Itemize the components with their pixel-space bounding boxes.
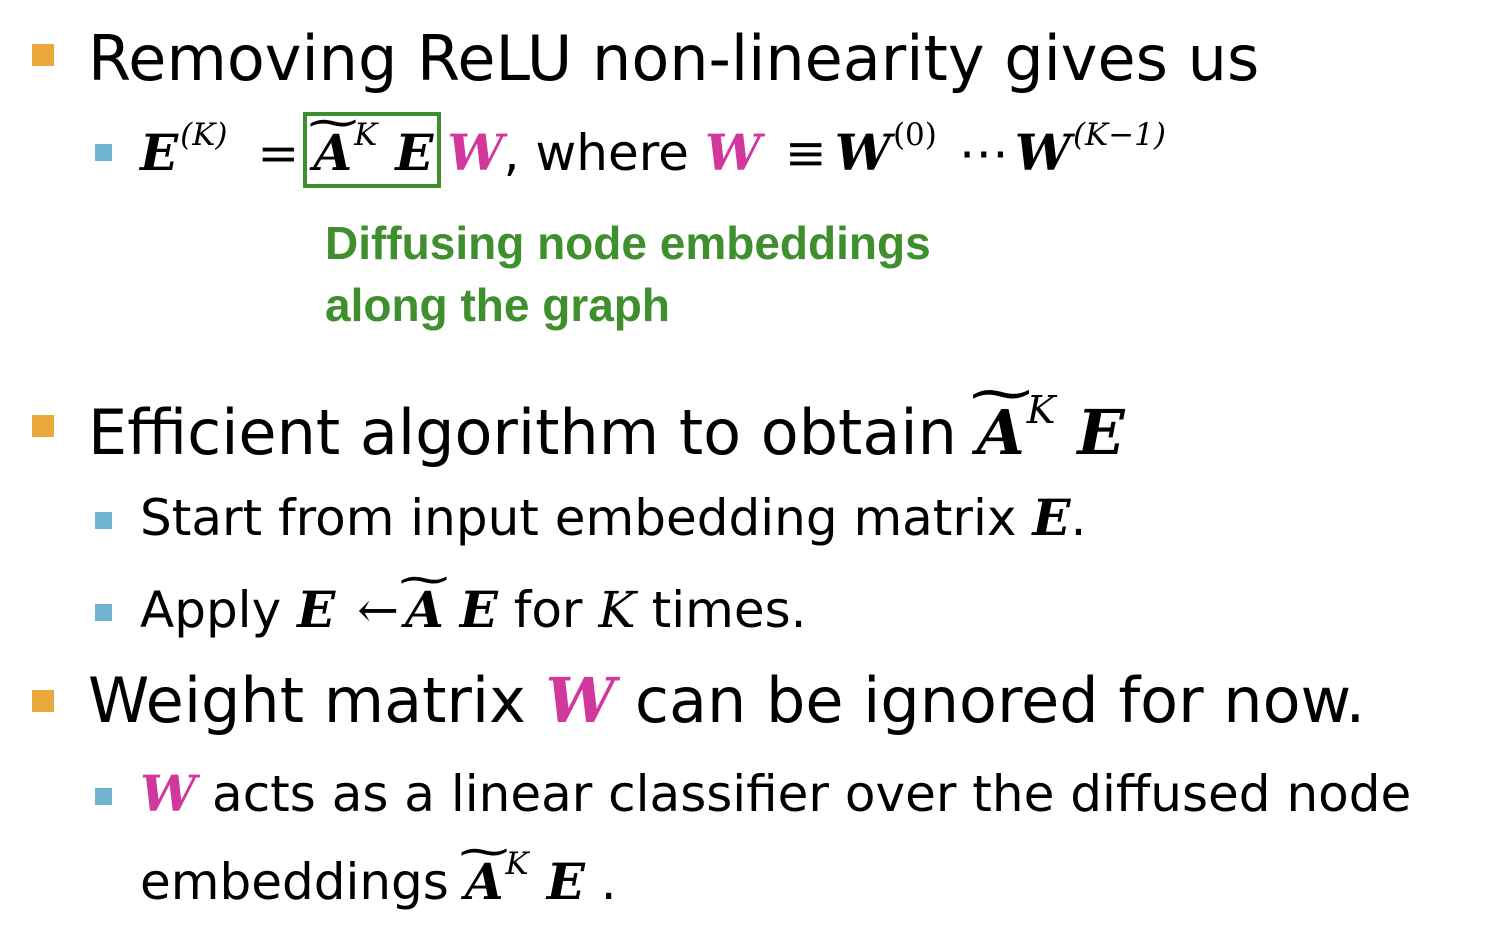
times-text: times. bbox=[635, 581, 807, 639]
period: . bbox=[1070, 489, 1087, 547]
symbol-W: W bbox=[834, 122, 891, 182]
annotation-line-2: along the graph bbox=[325, 279, 670, 331]
sub-bullet-marker bbox=[95, 512, 112, 529]
bullet-text: Efficient algorithm to obtain bbox=[88, 395, 977, 469]
superscript-zero: (0) bbox=[892, 117, 937, 153]
symbol-W: W bbox=[1014, 122, 1071, 182]
sub-bullet-w-acts bbox=[140, 764, 1411, 823]
sub-bullet-text-line2: embeddings bbox=[140, 852, 465, 911]
symbol-E: E bbox=[140, 122, 179, 182]
sub-bullet-apply bbox=[140, 580, 807, 639]
bullet-marker bbox=[32, 415, 54, 437]
sub-bullet-marker bbox=[95, 144, 112, 161]
symbol-K: K bbox=[598, 581, 636, 639]
annotation-diffusing bbox=[325, 212, 931, 336]
symbol-K: K bbox=[354, 117, 378, 153]
bullet-text: Removing ReLU non-linearity gives us bbox=[88, 22, 1260, 95]
bullet-efficient-algorithm bbox=[88, 388, 1125, 469]
symbol-W: W bbox=[447, 122, 504, 182]
symbol-A-tilde: ~ A bbox=[405, 580, 444, 639]
bullet-marker bbox=[32, 44, 54, 66]
bullet-text-before: Weight matrix bbox=[88, 664, 546, 737]
equation-line bbox=[140, 112, 1166, 188]
diffusion-box bbox=[303, 112, 441, 188]
apply-text: Apply bbox=[140, 581, 298, 639]
period: . bbox=[584, 852, 617, 911]
symbol-W: W bbox=[140, 764, 197, 823]
bullet-text-after: can be ignored for now. bbox=[615, 664, 1366, 737]
symbol-E: E bbox=[395, 122, 434, 182]
sub-bullet-marker bbox=[95, 604, 112, 621]
symbol-A-tilde: ~ A bbox=[977, 396, 1025, 469]
symbol-E: E bbox=[1077, 395, 1125, 469]
sub-bullet-w-acts-cont bbox=[140, 846, 617, 911]
sub-bullet-text-line1: acts as a linear classifier over the diffused node bbox=[196, 765, 1412, 823]
symbol-K: K bbox=[505, 846, 529, 882]
annotation-line-1: Diffusing node embeddings bbox=[325, 217, 931, 269]
for-text: for bbox=[497, 581, 599, 639]
symbol-E: E bbox=[546, 851, 585, 911]
superscript-K-minus-1: (K−1) bbox=[1072, 117, 1166, 153]
dots: ⋯ bbox=[958, 123, 1009, 182]
equals-sign: = bbox=[257, 123, 300, 182]
symbol-A-tilde: ~ A bbox=[313, 122, 352, 185]
symbol-K-paren-open: (K) bbox=[180, 117, 228, 153]
symbol-A-tilde: ~ A bbox=[465, 852, 504, 911]
symbol-E: E bbox=[1032, 488, 1071, 547]
symbol-E: E bbox=[297, 580, 336, 639]
equiv-sign: ≡ bbox=[784, 123, 827, 182]
bullet-marker bbox=[32, 690, 54, 712]
sub-bullet-marker bbox=[95, 788, 112, 805]
symbol-K: K bbox=[1026, 388, 1056, 433]
bullet-weight-matrix bbox=[88, 664, 1365, 737]
symbol-W: W bbox=[545, 664, 616, 737]
symbol-E: E bbox=[459, 580, 498, 639]
left-arrow: ← bbox=[357, 581, 399, 639]
bullet-removing-relu bbox=[88, 22, 1259, 95]
where-text: , where bbox=[503, 123, 705, 182]
sub-bullet-text: Start from input embedding matrix bbox=[140, 489, 1033, 547]
sub-bullet-start-from bbox=[140, 488, 1086, 547]
symbol-W: W bbox=[704, 122, 761, 182]
